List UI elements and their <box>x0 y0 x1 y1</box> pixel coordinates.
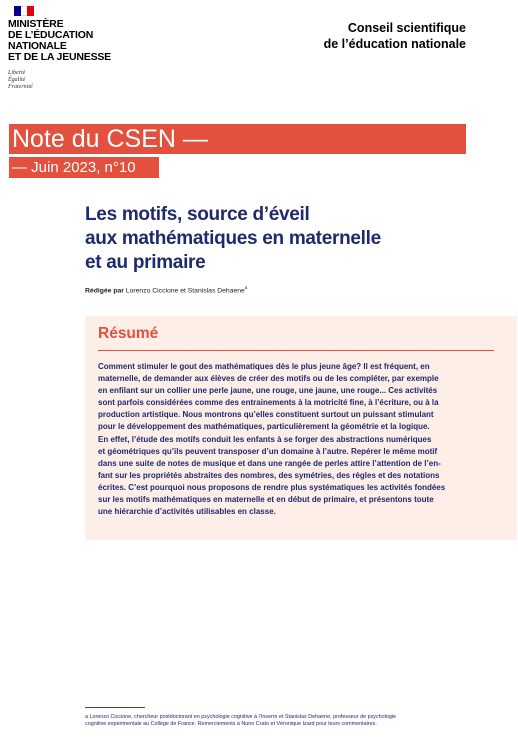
summary-divider <box>98 350 494 351</box>
summary-line: une hiérarchie d’activités utilisables en classe. <box>98 507 276 517</box>
title-line: et au primaire <box>85 252 206 273</box>
byline-authors: Lorenzo Ciccione et Stanislas Dehaene <box>125 287 245 295</box>
summary-line: dans une suite de notes de musique et dans une rangée de perles attire l’attention de l’en- <box>98 458 441 468</box>
footnote-divider <box>85 707 145 708</box>
footnote-line: a Lorenzo Ciccione, chercheur postdoctorant en psychologie cognitive à l’Inserm et Stanislas Dehaene, professeur de psychologie <box>85 714 397 720</box>
summary-line: maternelle, de demander aux élèves de créer des motifs ou de les compléter, par exemple <box>98 374 439 384</box>
date-banner <box>9 157 159 178</box>
title-line: Les motifs, source d’éveil <box>85 204 310 225</box>
republic-motto <box>8 70 33 91</box>
flag-blue-stripe <box>14 6 21 16</box>
summary-text <box>98 361 498 518</box>
summary-heading: Résumé <box>98 325 159 342</box>
ministry-name <box>8 19 138 63</box>
article-title <box>85 203 485 275</box>
summary-line: pour le développement des mathématiques, particulièrement la géométrie et la logique. <box>98 422 430 432</box>
footnote <box>85 714 485 728</box>
note-banner <box>9 124 466 154</box>
motto-line: Liberté <box>8 70 26 76</box>
council-line: de l’éducation nationale <box>323 37 466 51</box>
note-banner-title: Note du CSEN — <box>12 125 208 153</box>
summary-line: Comment stimuler le gout des mathématiques dès le plus jeune âge? Il est fréquent, en <box>98 362 430 371</box>
ministry-line: ET DE LA JEUNESSE <box>8 51 111 63</box>
date-banner-text: — Juin 2023, n°10 <box>12 159 136 176</box>
byline-footnote-marker: a <box>244 285 248 290</box>
summary-line: sont parfois considérées comme des entrainements à la motricité fine, à l’écriture, ou à la <box>98 398 439 408</box>
title-line: aux mathématiques en maternelle <box>85 228 381 249</box>
summary-line: fant sur les propriétés abstraites des nombres, des symétries, des règles et des notations <box>98 470 440 480</box>
summary-box <box>85 316 517 540</box>
motto-line: Égalité <box>8 77 26 83</box>
byline-label: Rédigée par <box>85 287 124 295</box>
summary-line: En effet, l’étude des motifs conduit les enfants à se forger des abstractions numériques <box>98 434 432 444</box>
ministry-line: MINISTÈRE <box>8 18 64 30</box>
summary-line: et géométriques qu’ils peuvent transposer d’un domaine à l’autre. Repérer le même motif <box>98 446 438 456</box>
council-line: Conseil scientifique <box>347 21 466 35</box>
flag-white-stripe <box>21 6 28 16</box>
ministry-line: NATIONALE <box>8 40 67 52</box>
council-name <box>324 20 466 52</box>
summary-line: sur les motifs mathématiques en maternelle et en début de primaire, et présentons toute <box>98 495 434 505</box>
motto-line: Fraternité <box>8 84 33 90</box>
summary-line: en enfilant sur un collier une perle jaune, une rouge, une jaune, une rouge... Ces activités <box>98 386 438 396</box>
republic-flag-icon <box>14 6 34 16</box>
summary-line: production artistique. Nous montrons qu’elles constituent surtout un puissant stimulant <box>98 410 434 420</box>
summary-line: écrites. C’est pourquoi nous proposons de rendre plus systématiques les activités fondées <box>98 482 446 492</box>
ministry-line: DE L’ÉDUCATION <box>8 29 94 41</box>
flag-red-stripe <box>27 6 34 16</box>
footnote-line: cognitive expérimentale au Collège de France. Remerciements à Nuno Crato et Véronique Izard pour leurs commentaires. <box>85 721 377 727</box>
byline <box>85 285 247 294</box>
